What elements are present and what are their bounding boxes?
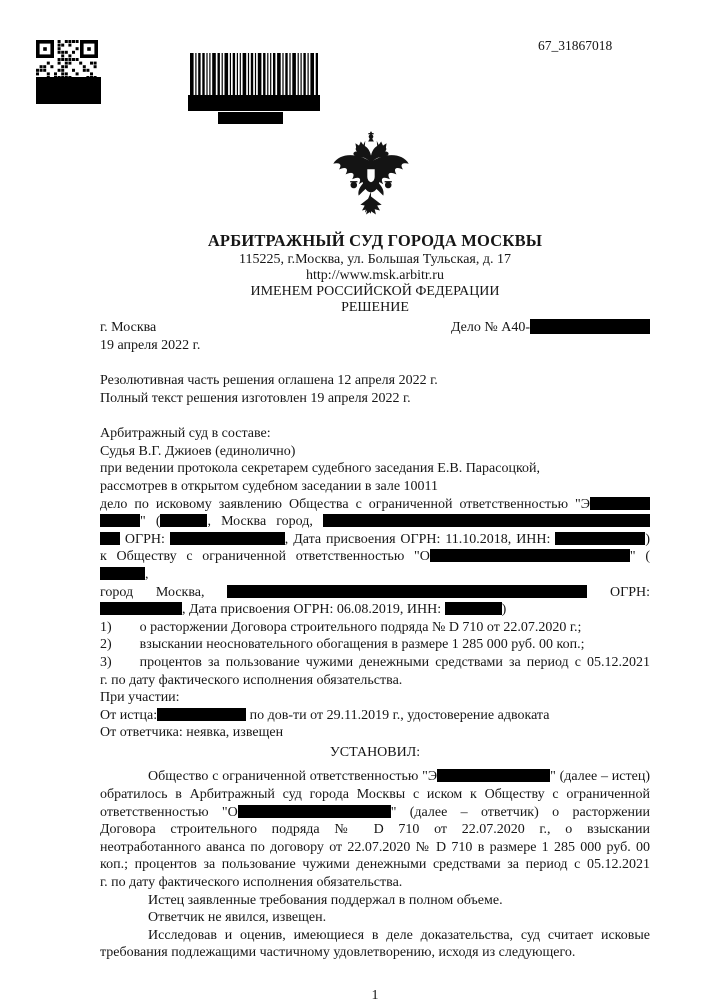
russian-coat-of-arms-icon: [330, 130, 412, 222]
text-segment: неотработанного аванса по договору от 22.07.2020 № D 710 в размере 1 285 000 руб. 00: [100, 839, 650, 855]
text-line: [100, 372, 650, 390]
document-number: 67_31867018: [538, 38, 613, 53]
redaction-bar: [100, 514, 140, 527]
redaction-bar: [555, 532, 645, 545]
case-number: [451, 319, 650, 337]
text-segment: Резолютивная часть решения оглашена 12 апреля 2022 г.: [100, 373, 438, 388]
text-line: [100, 724, 650, 742]
text-line: [100, 531, 650, 549]
text-segment: ОГРН:: [587, 584, 651, 600]
text-line: [100, 443, 650, 461]
text-segment: " (: [140, 514, 161, 530]
text-line: [100, 786, 650, 804]
text-line: [100, 390, 650, 408]
text-segment: г. по дату фактического исполнения обязательства.: [100, 875, 403, 891]
text-segment: Общество с ограниченной ответственностью "Э: [148, 769, 438, 785]
redaction-bar: [430, 549, 630, 562]
text-segment: обратилось в Арбитражный суд города Москвы с иском к Обществу с ограниченной: [100, 787, 650, 803]
redaction-bar: [100, 602, 182, 615]
text-segment: От ответчика: неявка, извещен: [100, 725, 284, 741]
text-segment: коп.; процентов за пользование чужими денежными средствами за период с 05.12.2021: [100, 857, 650, 873]
text-segment: о расторжении Договора строительного подряда № D 710 от 22.07.2020 г.;: [139, 619, 582, 635]
text-segment: Исследовав и оценив, имеющиеся в деле доказательства, суд считает исковые: [148, 927, 650, 943]
case-number-label: Дело № А40-: [450, 320, 530, 335]
text-segment: по дов-ти от 29.11.2019 г., удостоверение адвоката: [246, 707, 550, 723]
text-segment: к Обществу с ограниченной ответственностью "О: [100, 549, 430, 565]
intro-lines: [100, 372, 650, 742]
text-segment: , Москва город,: [207, 514, 323, 530]
in-the-name-line: ИМЕНЕМ РОССИЙСКОЙ ФЕДЕРАЦИИ: [250, 284, 500, 299]
text-segment: требования подлежащими частичному удовлетворению, исходя из следующего.: [100, 945, 576, 961]
text-segment: 3): [100, 654, 112, 670]
text-line: [100, 874, 650, 892]
text-line: [100, 425, 650, 443]
text-segment: рассмотрев в открытом судебном заседании в зале 10011: [100, 478, 439, 494]
barcode-icon: [190, 53, 318, 95]
decision-title: РЕШЕНИЕ: [341, 300, 409, 315]
redaction-bar: [590, 497, 650, 510]
text-segment: при ведении протокола секретарем судебного заседания Е.В. Парасоцкой,: [100, 461, 541, 477]
redaction-bar: [323, 514, 650, 527]
city-label: г. Москва: [100, 320, 157, 335]
text-line: [100, 460, 650, 478]
redaction-bar: [36, 77, 101, 104]
decision-date: 19 апреля 2022 г.: [100, 338, 201, 353]
established-lines: [100, 768, 650, 962]
text-segment: процентов за пользование чужими денежными средствами за период с 05.12.2021: [139, 654, 650, 670]
text-segment: ответственностью "О: [100, 804, 238, 820]
text-segment: " (далее – ответчик) о расторжении: [390, 804, 650, 820]
redaction-bar: [170, 532, 285, 545]
text-segment: ,: [145, 566, 149, 582]
redaction-bar: [160, 514, 207, 527]
redaction-bar: [157, 708, 246, 721]
text-line: [100, 513, 650, 531]
redaction-bar: [445, 602, 502, 615]
text-line: [100, 478, 650, 496]
text-line: [100, 892, 650, 910]
text-line: [100, 654, 650, 672]
text-line: [100, 689, 650, 707]
text-line: [100, 601, 650, 619]
text-segment: взыскании неосновательного обогащения в размере 1 285 000 руб. 00 коп.;: [139, 637, 585, 653]
court-name: АРБИТРАЖНЫЙ СУД ГОРОДА МОСКВЫ: [207, 231, 543, 250]
text-line: [100, 548, 650, 583]
text-segment: Ответчик не явился, извещен.: [148, 910, 327, 926]
text-segment: От истца:: [100, 707, 158, 723]
text-segment: , Дата присвоения ОГРН: 11.10.2018, ИНН:: [284, 531, 556, 547]
text-line: [100, 839, 650, 857]
text-segment: дело по исковому заявлению Общества с ограниченной ответственностью "Э: [100, 496, 590, 512]
text-line: [100, 636, 650, 654]
text-line: [100, 707, 650, 725]
text-line: [100, 672, 650, 690]
text-segment: Полный текст решения изготовлен 19 апреля 2022 г.: [100, 390, 411, 406]
court-url: http://www.msk.arbitr.ru: [306, 268, 444, 283]
redaction-bar: [188, 95, 320, 111]
established-heading: УСТАНОВИЛ:: [329, 744, 421, 760]
text-line: [100, 496, 650, 514]
qr-code-icon: [36, 40, 98, 80]
text-segment: Арбитражный суд в составе:: [100, 426, 271, 442]
text-line: [100, 909, 650, 927]
text-segment: ): [501, 602, 507, 618]
text-segment: " (: [629, 549, 650, 565]
text-segment: 2): [100, 637, 112, 653]
text-line: [100, 821, 650, 839]
document-content: [100, 230, 650, 1000]
text-segment: " (далее – истец): [550, 769, 650, 785]
case-row: [100, 319, 650, 337]
redaction-bar: [218, 112, 283, 124]
court-address: 115225, г.Москва, ул. Большая Тульская, д. 17: [239, 252, 511, 267]
redaction-bar: [227, 585, 587, 598]
text-line: [100, 619, 650, 637]
redaction-bar: [100, 567, 145, 580]
text-line: [100, 584, 650, 602]
text-segment: Договора строительного подряда № D 710 от 22.07.2020 г., о взыскании: [100, 822, 650, 838]
text-line: [100, 804, 650, 822]
text-line: [100, 856, 650, 874]
text-segment: город Москва,: [100, 584, 228, 600]
text-segment: , Дата присвоения ОГРН: 06.08.2019, ИНН:: [182, 602, 445, 618]
redaction-bar: [100, 532, 120, 545]
text-line: [100, 944, 650, 962]
text-segment: 1): [100, 619, 112, 635]
text-segment: ): [645, 531, 650, 547]
text-line: [100, 927, 650, 945]
text-line: [100, 768, 650, 786]
text-segment: Судья В.Г. Джиоев (единолично): [100, 443, 296, 459]
page-number: 1: [371, 988, 379, 1000]
text-segment: Истец заявленные требования поддержал в полном объеме.: [148, 892, 503, 908]
blank-line: [100, 355, 650, 372]
text-segment: ОГРН:: [120, 531, 170, 547]
redaction-bar: [437, 769, 550, 782]
text-segment: г. по дату фактического исполнения обязательства.: [100, 672, 403, 688]
redaction-bar: [238, 805, 391, 818]
blank-line: [100, 407, 650, 425]
text-segment: При участии:: [100, 690, 180, 706]
redaction-bar: [530, 319, 650, 334]
